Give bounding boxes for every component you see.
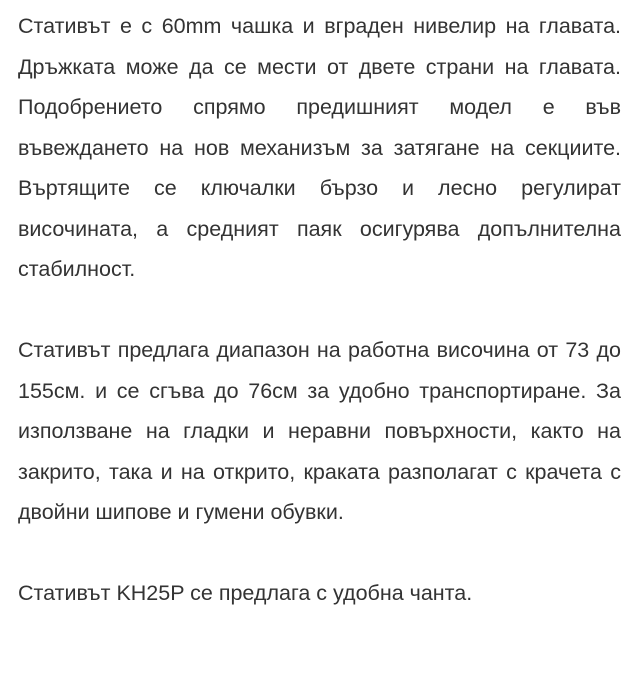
description-paragraph-1: Стативът е с 60mm чашка и вграден нивелир на главата. Дръжката може да се мести от двете страни на главата. Подобрението спрямо предишният модел е във въвеждането на нов механизъм за затягане на секциите. Въртящите се ключалки бързо и лесно регулират височината, а средният паяк осигурява допълнителна стабилност. — [18, 14, 621, 281]
description-paragraph-2: Стативът предлага диапазон на работна височина от 73 до 155см. и се сгъва до 76см за удобно транспортиране. За използване на гладки и неравни повърхности, както на закрито, така и на открито, краката разполагат с крачета с двойни шипове и гумени обувки. — [18, 338, 621, 524]
description-paragraph-3: Стативът KH25P се предлага с удобна чанта. — [18, 581, 473, 605]
product-description — [18, 6, 621, 614]
